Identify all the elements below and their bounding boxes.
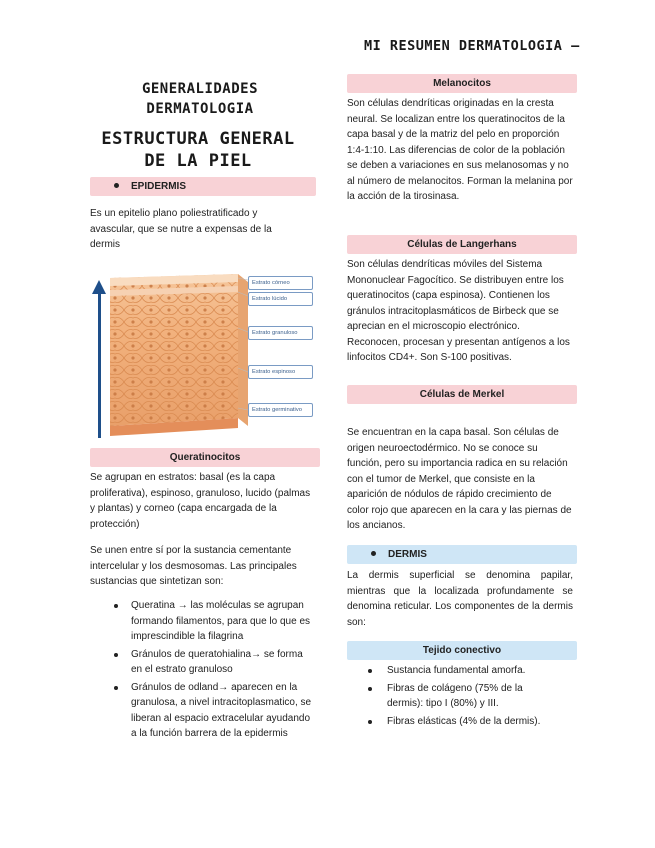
queratinocitos-bullet-list bbox=[108, 598, 314, 744]
dermis-heading bbox=[347, 545, 577, 564]
list-item: Gránulos de queratohialina→ se forma en el estrato granuloso bbox=[108, 647, 314, 678]
epidermis-heading-label: EPIDERMIS bbox=[131, 181, 187, 192]
list-item: Sustancia fundamental amorfa. bbox=[364, 663, 560, 679]
langerhans-heading: Células de Langerhans bbox=[347, 235, 577, 254]
list-item: Fibras de colágeno (75% de la dermis): tipo I (80%) y III. bbox=[364, 681, 560, 712]
tejido-conectivo-bullet-list bbox=[364, 663, 560, 731]
page-header-title: MI RESUMEN DERMATOLOGIA – bbox=[364, 38, 580, 54]
subtitle: GENERALIDADES DERMATOLOGIA bbox=[141, 81, 259, 117]
label-estrato-corneo: Estrato córneo bbox=[248, 276, 313, 290]
label-estrato-germinativo: Estrato germinativo bbox=[248, 403, 313, 417]
queratinocitos-paragraph-2: Se unen entre sí por la sustancia cementante intercelular y los desmosomas. Las principales sustancias que sintetizan son: bbox=[90, 545, 297, 587]
queratinocitos-heading: Queratinocitos bbox=[90, 448, 320, 467]
list-item: Queratina → las moléculas se agrupan formando filamentos, para que lo que es imprescindible la filagrina bbox=[108, 598, 314, 645]
list-item: Gránulos de odland→ aparecen en la granulosa, a nivel intracitoplasmatico, se liberan al espacio extracelular ayudando a la función barrera de la epidermis bbox=[108, 680, 314, 742]
melanocitos-heading: Melanocitos bbox=[347, 74, 577, 93]
bullet-dot-icon bbox=[371, 551, 376, 556]
melanocitos-text: Son células dendríticas originadas en la cresta neural. Se localizan entre los queratinocitos de la capa basal y de la matriz del pelo en proporción 1:4-1:10. Las diferencias de color de la población se deben a variaciones en sus melanosomas y no al número de melanocitos. Forman la melanina por la acción de la tirosinasa. bbox=[347, 98, 573, 202]
label-estrato-granuloso: Estrato granuloso bbox=[248, 326, 313, 340]
up-arrow-shaft bbox=[98, 292, 101, 438]
merkel-heading: Células de Merkel bbox=[347, 385, 577, 404]
merkel-text: Se encuentran en la capa basal. Son células de origen neuroectodérmico. No se conoce su función, pero su importancia radica en su relación con el tumor de Merkel, que consiste en la aparición de nódulos de rápido crecimiento de color rojo que aparecen en la cara y las piernas de los ancianos. bbox=[347, 427, 572, 531]
tejido-conectivo-heading: Tejido conectivo bbox=[347, 641, 577, 660]
list-item: Fibras elásticas (4% de la dermis). bbox=[364, 714, 560, 730]
epidermis-heading bbox=[90, 177, 316, 196]
queratinocitos-paragraph-1: Se agrupan en estratos: basal (es la capa proliferativa), espinoso, granuloso, lucido (palmas y plantas) y corneo (capa encargada de la protección) bbox=[90, 472, 311, 530]
langerhans-text: Son células dendríticas móviles del Sistema Mononuclear Fagocítico. Se distribuyen entre los queratinocitos (capa espinosa). Contienen los gránulos intracitoplasmáticos de Birbeck que se aprecian en el microscopio electrónico. Reconocen, procesan y presentan antígenos a los linfocitos CD4+. Son S-100 positivas. bbox=[347, 259, 570, 363]
dermis-heading-label: DERMIS bbox=[388, 549, 427, 560]
main-title: ESTRUCTURA GENERAL DE LA PIEL bbox=[101, 129, 295, 171]
dermis-text: La dermis superficial se denomina papilar, mientras que la localizada profundamente se denomina reticular. Los componentes de la dermis son: bbox=[347, 570, 573, 628]
bullet-dot-icon bbox=[114, 183, 119, 188]
label-estrato-espinoso: Estrato espinoso bbox=[248, 365, 313, 379]
epidermis-text: Es un epitelio plano poliestratificado y avascular, que se nutre a expensas de la dermis bbox=[90, 208, 272, 250]
label-estrato-lucido: Estrato lúcido bbox=[248, 292, 313, 306]
